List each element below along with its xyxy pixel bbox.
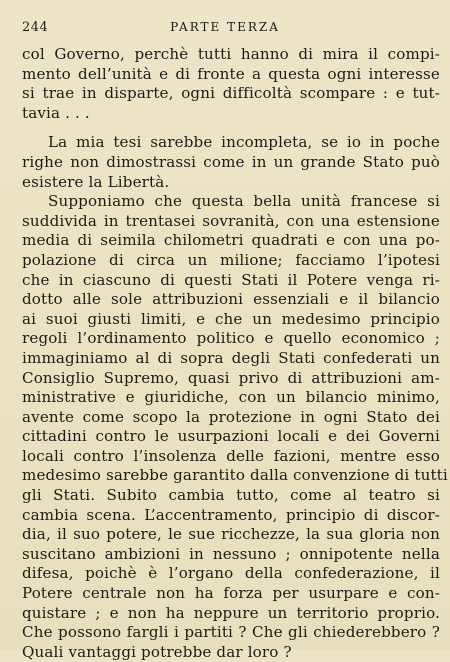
- text-line: ai suoi giusti limiti, e che un medesimo principio: [22, 309, 440, 328]
- text-line: suscitano ambizioni in nessuno ; onnipotente nella: [22, 544, 440, 563]
- text-line: ministrative e giuridiche, con un bilancio minimo,: [22, 388, 440, 407]
- text-line: medesimo sarebbe garantito dalla convenzione di tutti: [22, 466, 448, 485]
- text-line: regoli l’ordinamento politico e quello economico ;: [22, 329, 440, 348]
- running-head: PARTE TERZA: [170, 20, 280, 34]
- page-header: [22, 20, 428, 38]
- text-line: cittadini contro le usurpazioni locali e dei Governi: [22, 427, 440, 446]
- text-line: righe non dimostrassi come in un grande Stato può: [22, 152, 440, 171]
- page-number: 244: [22, 20, 49, 35]
- text-line: gli Stati. Subito cambia tutto, come al teatro si: [22, 486, 440, 505]
- text-line: tavia . . .: [22, 103, 90, 122]
- text-line: avente come scopo la protezione in ogni Stato dei: [22, 407, 440, 426]
- text-line: suddivida in trentasei sovranità, con una estensione: [22, 211, 440, 230]
- text-line: quistare ; e non ha neppure un territorio proprio.: [22, 603, 440, 622]
- text-line: si trae in disparte, ogni difficoltà scompare : e tut-: [22, 84, 440, 103]
- text-line: dotto alle sole attribuzioni essenziali e il bilancio: [22, 290, 440, 309]
- body-text: [22, 45, 448, 662]
- text-line: Potere centrale non ha forza per usurpare e con-: [22, 584, 440, 603]
- text-line: col Governo, perchè tutti hanno di mira il compi-: [22, 45, 440, 63]
- text-line: Consiglio Supremo, quasi privo di attribuzioni am-: [22, 368, 440, 387]
- text-line: media di seimila chilometri quadrati e con una po-: [22, 231, 440, 250]
- text-line: immaginiamo al di sopra degli Stati confederati un: [22, 348, 440, 367]
- paragraph-gap: [22, 123, 440, 133]
- text-line: Quali vantaggi potrebbe dar loro ?: [22, 642, 292, 661]
- text-line: La mia tesi sarebbe incompleta, se io in poche: [48, 133, 440, 152]
- text-line: esistere la Libertà.: [22, 172, 170, 191]
- text-line: polazione di circa un milione; facciamo l’ipotesi: [22, 250, 440, 269]
- text-line: mento dell’unità e di fronte a questa ogni interesse: [22, 64, 440, 83]
- text-line: Che possono fargli i partiti ? Che gli chiederebbero ?: [22, 623, 440, 642]
- text-line: dia, il suo potere, le sue ricchezze, la sua gloria non: [22, 525, 440, 544]
- text-line: locali contro l’insolenza delle fazioni, mentre esso: [22, 446, 440, 465]
- text-line: difesa, poichè è l’organo della confederazione, il: [22, 564, 440, 583]
- text-line: Supponiamo che questa bella unità francese si: [48, 192, 440, 211]
- text-line: cambia scena. L’accentramento, principio di discor-: [22, 505, 440, 524]
- text-line: che in ciascuno di questi Stati il Potere venga ri-: [22, 270, 440, 289]
